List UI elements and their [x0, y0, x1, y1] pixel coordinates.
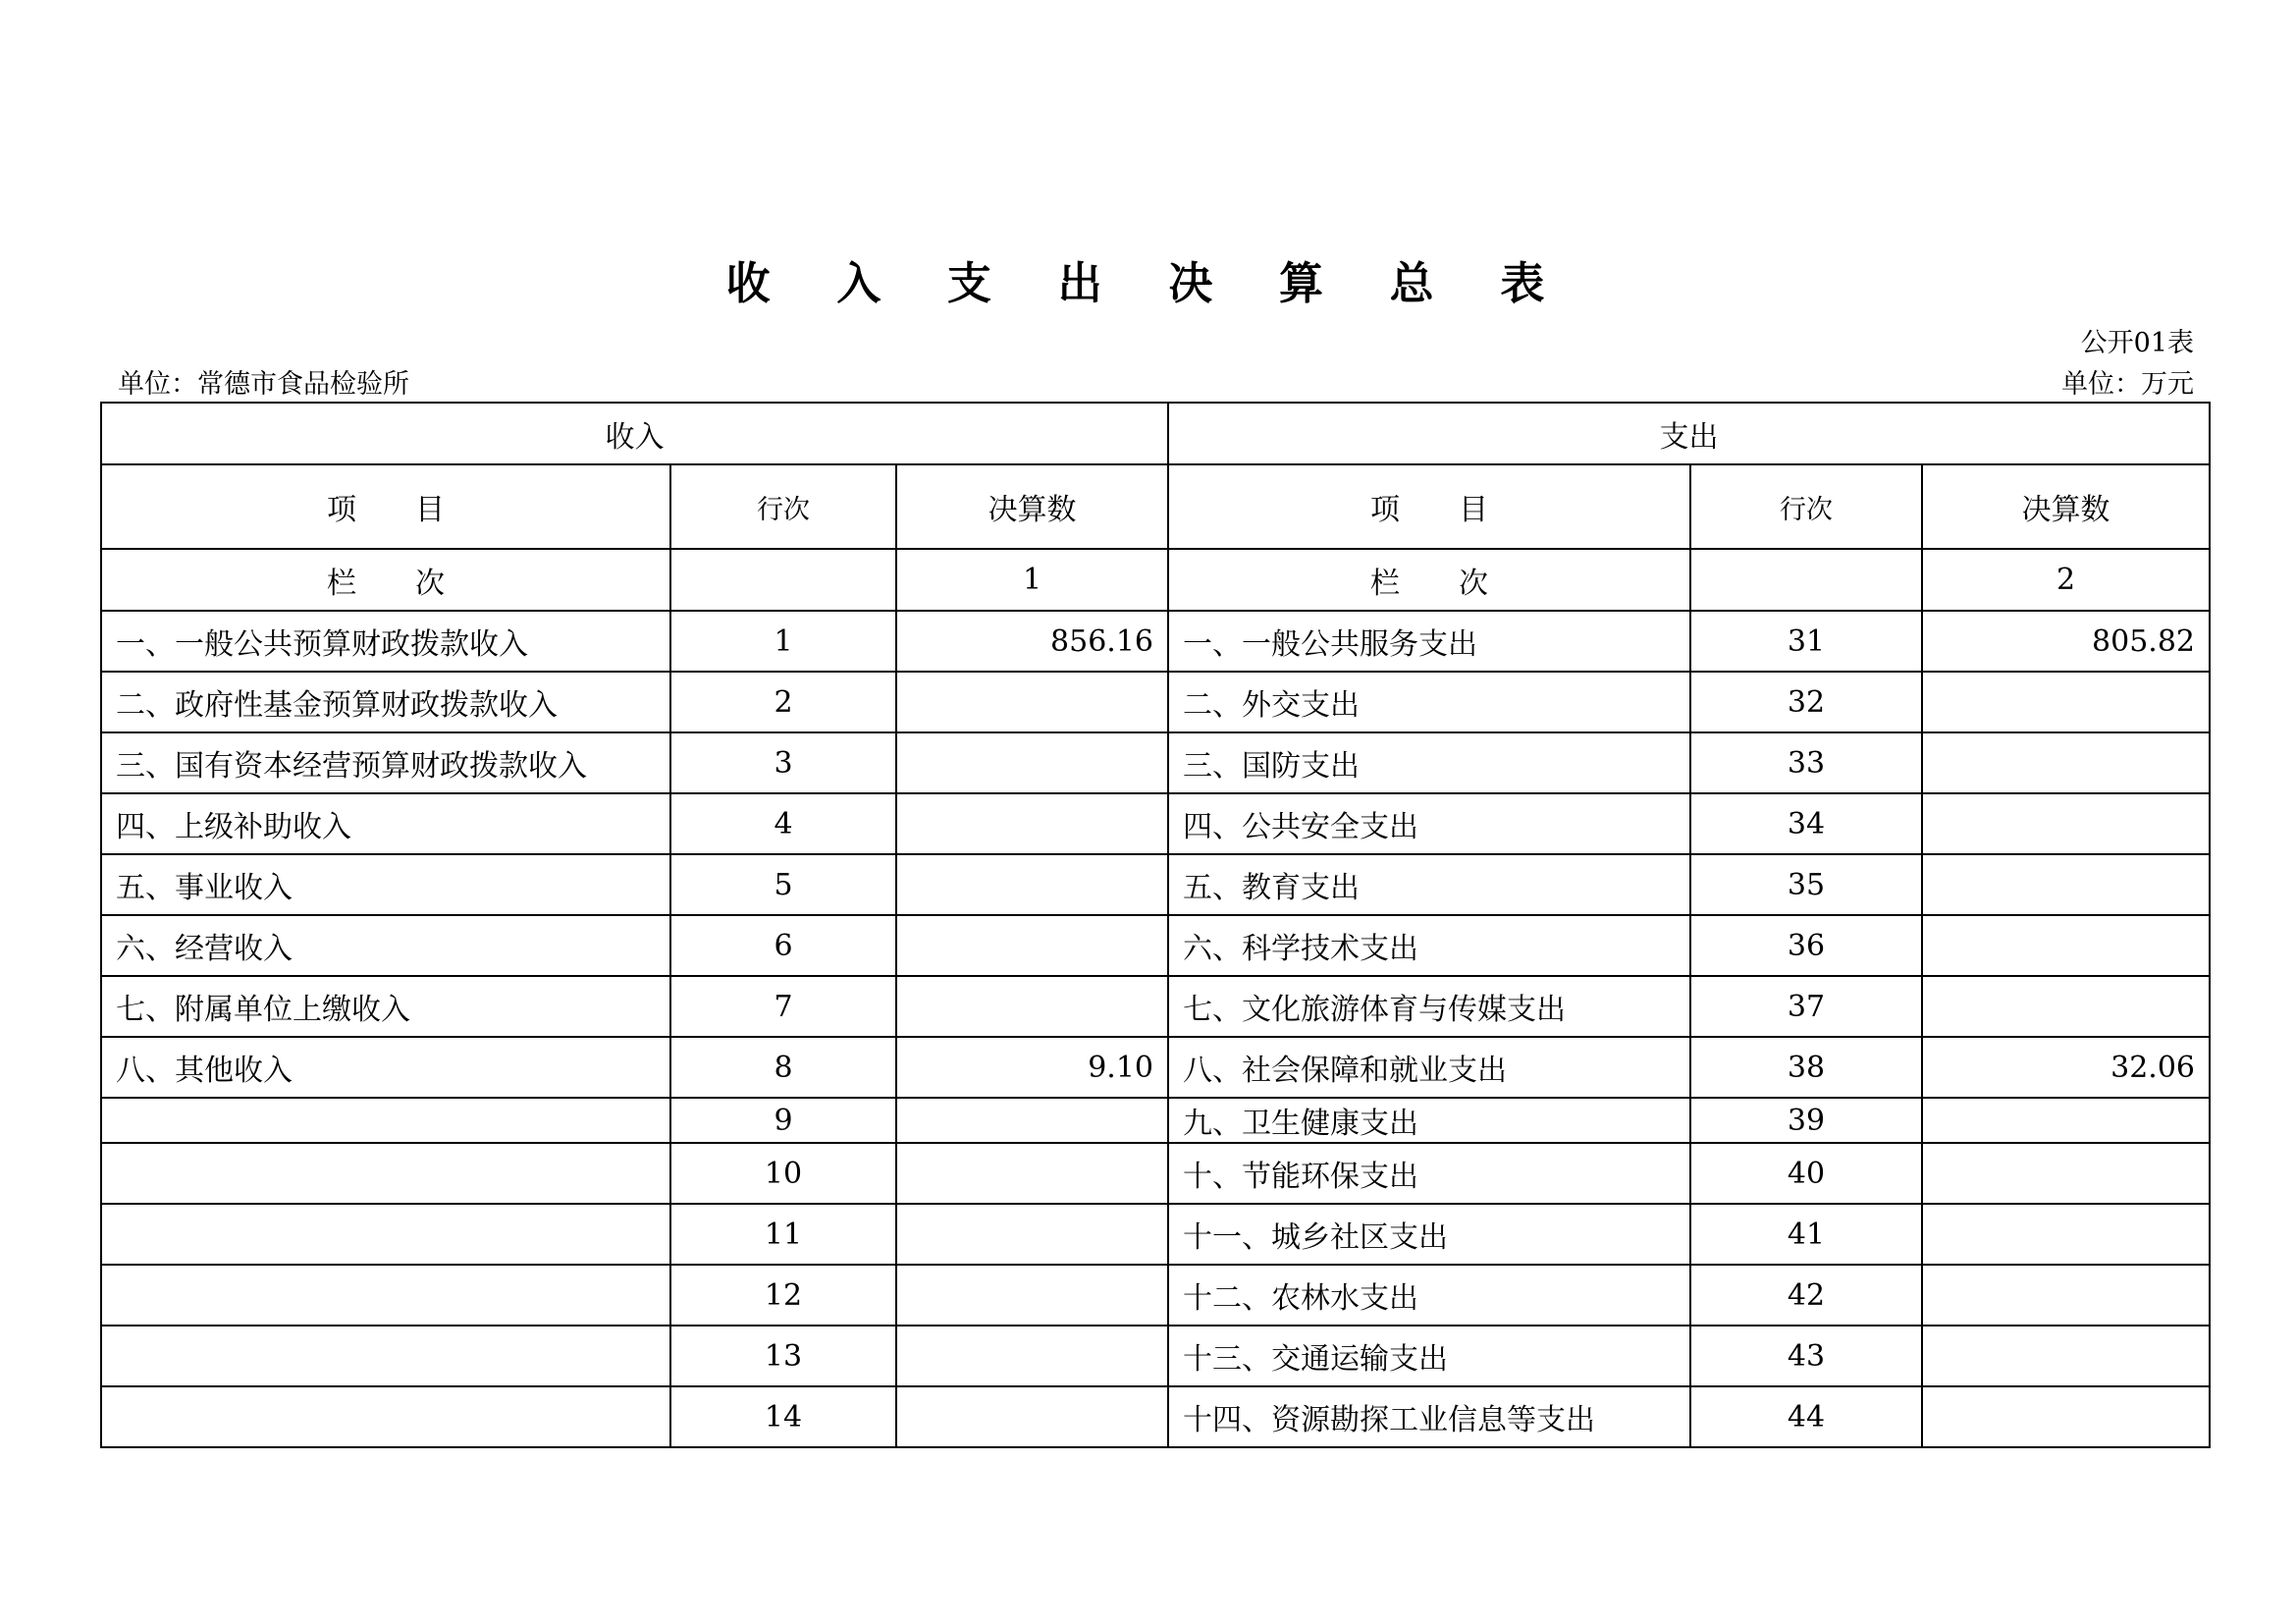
expense-row-no-cell: 42 [1690, 1265, 1922, 1326]
income-amount-cell [896, 1204, 1168, 1265]
income-item-cell: 一、一般公共预算财政拨款收入 [101, 611, 670, 672]
income-item-cell [101, 1326, 670, 1386]
income-item-cell: 四、上级补助收入 [101, 793, 670, 854]
income-item-cell: 五、事业收入 [101, 854, 670, 915]
expense-row-no-cell: 43 [1690, 1326, 1922, 1386]
income-column-index: 1 [896, 549, 1168, 611]
expense-row-no-header: 行次 [1690, 464, 1922, 549]
income-amount-cell [896, 672, 1168, 732]
income-item-cell: 六、经营收入 [101, 915, 670, 976]
expense-amount-cell [1922, 1326, 2210, 1386]
income-item-cell [101, 1204, 670, 1265]
expense-amount-cell [1922, 1143, 2210, 1204]
income-item-cell [101, 1098, 670, 1143]
expense-item-cell: 十一、城乡社区支出 [1168, 1204, 1690, 1265]
expense-amount-cell [1922, 854, 2210, 915]
expense-amount-cell [1922, 732, 2210, 793]
table-row [101, 915, 2210, 976]
income-row-no-cell: 7 [670, 976, 896, 1037]
form-code: 公开01表 [2080, 328, 2194, 358]
expense-row-no-cell: 37 [1690, 976, 1922, 1037]
expense-item-cell: 八、社会保障和就业支出 [1168, 1037, 1690, 1098]
header-row-column-index [101, 549, 2210, 611]
expense-amount-cell: 805.82 [1922, 611, 2210, 672]
expense-item-cell: 十三、交通运输支出 [1168, 1326, 1690, 1386]
expense-amount-cell [1922, 1265, 2210, 1326]
expense-amount-cell [1922, 976, 2210, 1037]
table-row [101, 672, 2210, 732]
income-item-cell: 七、附属单位上缴收入 [101, 976, 670, 1037]
income-row-no-cell: 14 [670, 1386, 896, 1447]
expense-amount-cell: 32.06 [1922, 1037, 2210, 1098]
income-row-no-cell: 5 [670, 854, 896, 915]
expense-row-no-cell: 41 [1690, 1204, 1922, 1265]
income-item-cell: 二、政府性基金预算财政拨款收入 [101, 672, 670, 732]
income-amount-cell [896, 915, 1168, 976]
income-amount-cell [896, 976, 1168, 1037]
expense-amount-header: 决算数 [1922, 464, 2210, 549]
income-row-no-cell: 2 [670, 672, 896, 732]
table-row [101, 1037, 2210, 1098]
income-expense-table [100, 402, 2211, 1448]
page-title: 收 入 支 出 决 算 总 表 [725, 257, 1571, 309]
income-amount-cell: 856.16 [896, 611, 1168, 672]
table-row [101, 732, 2210, 793]
income-item-cell [101, 1386, 670, 1447]
income-row-no-cell: 11 [670, 1204, 896, 1265]
table-row [101, 1204, 2210, 1265]
expense-item-cell: 三、国防支出 [1168, 732, 1690, 793]
income-amount-cell: 9.10 [896, 1037, 1168, 1098]
unit-organization: 单位：常德市食品检验所 [118, 369, 409, 400]
income-row-no-cell: 9 [670, 1098, 896, 1143]
expense-item-cell: 六、科学技术支出 [1168, 915, 1690, 976]
header-row-sections [101, 403, 2210, 464]
income-amount-cell [896, 732, 1168, 793]
income-item-cell: 八、其他收入 [101, 1037, 670, 1098]
income-column-no-blank [670, 549, 896, 611]
expense-row-no-cell: 31 [1690, 611, 1922, 672]
expense-amount-cell [1922, 1386, 2210, 1447]
expense-item-cell: 四、公共安全支出 [1168, 793, 1690, 854]
expense-amount-cell [1922, 793, 2210, 854]
income-column-label: 栏 次 [101, 549, 670, 611]
expense-column-label: 栏 次 [1168, 549, 1690, 611]
expense-item-cell: 五、教育支出 [1168, 854, 1690, 915]
income-item-cell [101, 1265, 670, 1326]
income-amount-cell [896, 1386, 1168, 1447]
expense-column-index: 2 [1922, 549, 2210, 611]
expense-item-cell: 十、节能环保支出 [1168, 1143, 1690, 1204]
income-row-no-cell: 1 [670, 611, 896, 672]
expense-item-cell: 二、外交支出 [1168, 672, 1690, 732]
expense-item-cell: 十四、资源勘探工业信息等支出 [1168, 1386, 1690, 1447]
income-row-no-cell: 6 [670, 915, 896, 976]
table-row [101, 1326, 2210, 1386]
income-amount-cell [896, 793, 1168, 854]
expense-column-no-blank [1690, 549, 1922, 611]
expense-amount-cell [1922, 1098, 2210, 1143]
expense-item-cell: 九、卫生健康支出 [1168, 1098, 1690, 1143]
header-row-columns [101, 464, 2210, 549]
expense-row-no-cell: 40 [1690, 1143, 1922, 1204]
unit-currency: 单位：万元 [2061, 369, 2194, 400]
expense-row-no-cell: 36 [1690, 915, 1922, 976]
expense-item-cell: 十二、农林水支出 [1168, 1265, 1690, 1326]
expense-row-no-cell: 39 [1690, 1098, 1922, 1143]
income-row-no-cell: 4 [670, 793, 896, 854]
income-amount-cell [896, 1265, 1168, 1326]
table-row [101, 1265, 2210, 1326]
income-amount-cell [896, 1326, 1168, 1386]
table-row [101, 611, 2210, 672]
expense-item-header: 项 目 [1168, 464, 1690, 549]
table-row [101, 1143, 2210, 1204]
expense-item-cell: 七、文化旅游体育与传媒支出 [1168, 976, 1690, 1037]
expense-section-header: 支出 [1168, 403, 2210, 464]
income-item-header: 项 目 [101, 464, 670, 549]
income-row-no-cell: 8 [670, 1037, 896, 1098]
income-row-no-cell: 10 [670, 1143, 896, 1204]
table-row [101, 793, 2210, 854]
income-amount-cell [896, 1098, 1168, 1143]
expense-amount-cell [1922, 1204, 2210, 1265]
income-row-no-header: 行次 [670, 464, 896, 549]
expense-row-no-cell: 44 [1690, 1386, 1922, 1447]
table-row [101, 1386, 2210, 1447]
expense-amount-cell [1922, 915, 2210, 976]
income-item-cell: 三、国有资本经营预算财政拨款收入 [101, 732, 670, 793]
income-row-no-cell: 12 [670, 1265, 896, 1326]
expense-row-no-cell: 34 [1690, 793, 1922, 854]
income-item-cell [101, 1143, 670, 1204]
income-section-header: 收入 [101, 403, 1168, 464]
income-row-no-cell: 3 [670, 732, 896, 793]
income-amount-cell [896, 1143, 1168, 1204]
table-row [101, 1098, 2210, 1143]
income-row-no-cell: 13 [670, 1326, 896, 1386]
table-row [101, 976, 2210, 1037]
expense-amount-cell [1922, 672, 2210, 732]
income-amount-header: 决算数 [896, 464, 1168, 549]
income-amount-cell [896, 854, 1168, 915]
expense-row-no-cell: 32 [1690, 672, 1922, 732]
table-row [101, 854, 2210, 915]
expense-row-no-cell: 35 [1690, 854, 1922, 915]
expense-item-cell: 一、一般公共服务支出 [1168, 611, 1690, 672]
expense-row-no-cell: 38 [1690, 1037, 1922, 1098]
expense-row-no-cell: 33 [1690, 732, 1922, 793]
